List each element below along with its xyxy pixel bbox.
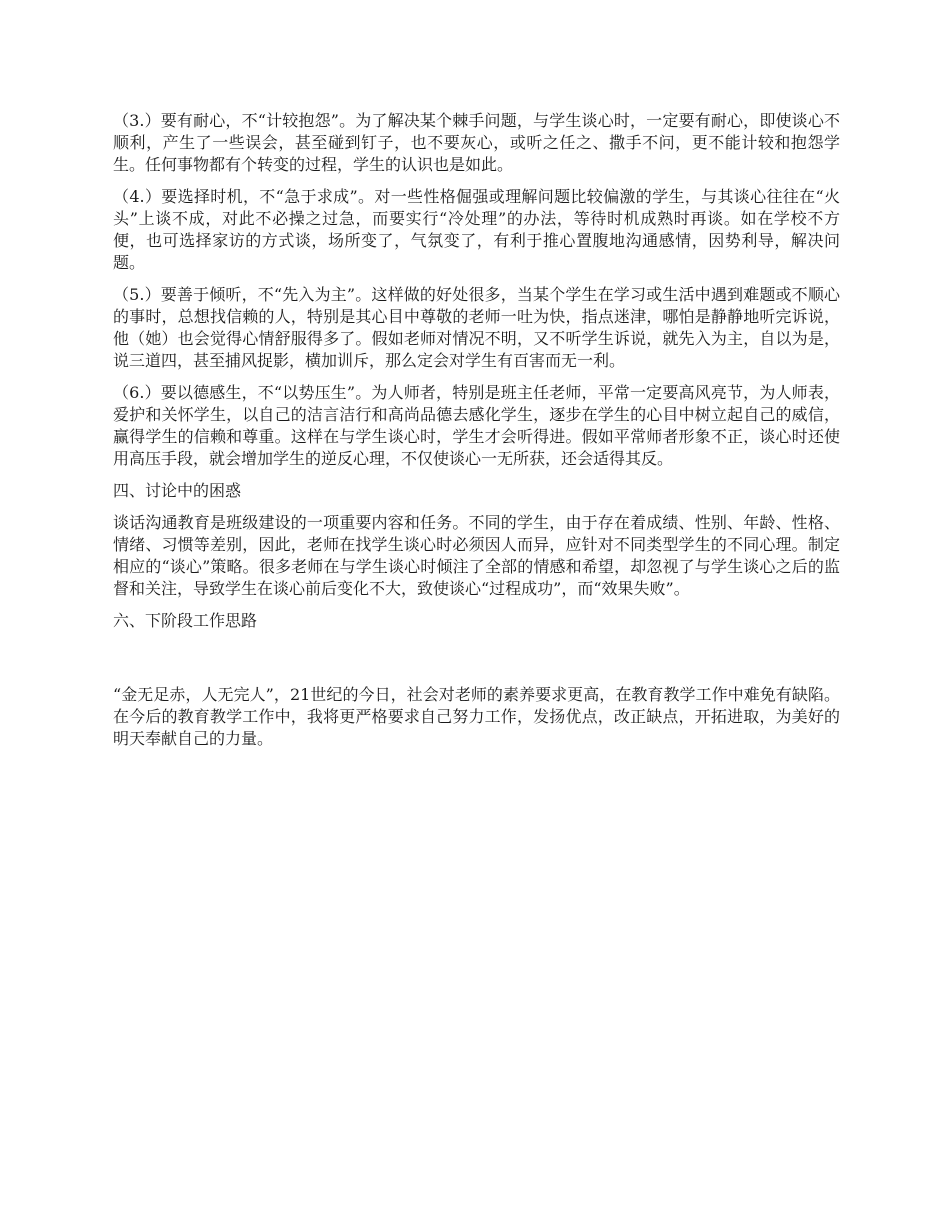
blank-space bbox=[113, 642, 840, 684]
section-heading-next-phase: 六、下阶段工作思路 bbox=[113, 611, 258, 630]
paragraph-listening: （5.）要善于倾听，不“先入为主”。这样做的好处很多，当某个学生在学习或生活中遇到难题或不顺心的事时，总想找信赖的人，特别是其心目中尊敬的老师一吐为快，指点迷津，哪怕是静静地听完诉说，他（她）也会觉得心情舒服得多了。假如老师对情况不明，又不听学生诉说，就先入为主，自以为是，说三道四，甚至捕风捉影，横加训斥，那么定会对学生有百害而无一利。 bbox=[113, 285, 840, 370]
paragraph-timing: （4.）要选择时机，不“急于求成”。对一些性格倔强或理解问题比较偏激的学生，与其谈心往往在“火头”上谈不成，对此不必操之过急，而要实行“冷处理”的办法，等待时机成熟时再谈。如在学校不方便，也可选择家访的方式谈，场所变了，气氛变了，有利于推心置腹地沟通感情，因势利导，解决问题。 bbox=[113, 187, 840, 272]
document-page bbox=[113, 110, 840, 760]
paragraph-communication: 谈话沟通教育是班级建设的一项重要内容和任务。不同的学生，由于存在着成绩、性别、年龄、性格、情绪、习惯等差别，因此，老师在找学生谈心时必须因人而异，应针对不同类型学生的不同心理。制定相应的“谈心”策略。很多老师在与学生谈心时倾注了全部的情感和希望，却忽视了与学生谈心之后的监督和关注，导致学生在谈心前后变化不大，致使谈心“过程成功”，而“效果失败”。 bbox=[113, 513, 840, 598]
paragraph-virtue: （6.）要以德感生，不“以势压生”。为人师者，特别是班主任老师，平常一定要高风亮节，为人师表，爱护和关怀学生，以自己的洁言洁行和高尚品德去感化学生，逐步在学生的心目中树立起自己的威信，赢得学生的信赖和尊重。这样在与学生谈心时，学生才会听得进。假如平常师者形象不正，谈心时还使用高压手段，就会增加学生的逆反心理，不仅使谈心一无所获，还会适得其反。 bbox=[113, 383, 840, 468]
paragraph-patience: （3.）要有耐心，不“计较抱怨”。为了解决某个棘手问题，与学生谈心时，一定要有耐心，即使谈心不顺利，产生了一些误会，甚至碰到钉子，也不要灰心，或听之任之、撒手不问，更不能计较和抱怨学生。任何事物都有个转变的过程，学生的认识也是如此。 bbox=[113, 111, 840, 174]
paragraph-conclusion: “金无足赤，人无完人”，21世纪的今日，社会对老师的素养要求更高，在教育教学工作中难免有缺陷。在今后的教育教学工作中，我将更严格要求自己努力工作，发扬优点，改正缺点，开拓进取，为美好的明天奉献自己的力量。 bbox=[113, 685, 840, 748]
section-heading-confusion: 四、讨论中的困惑 bbox=[113, 481, 242, 500]
